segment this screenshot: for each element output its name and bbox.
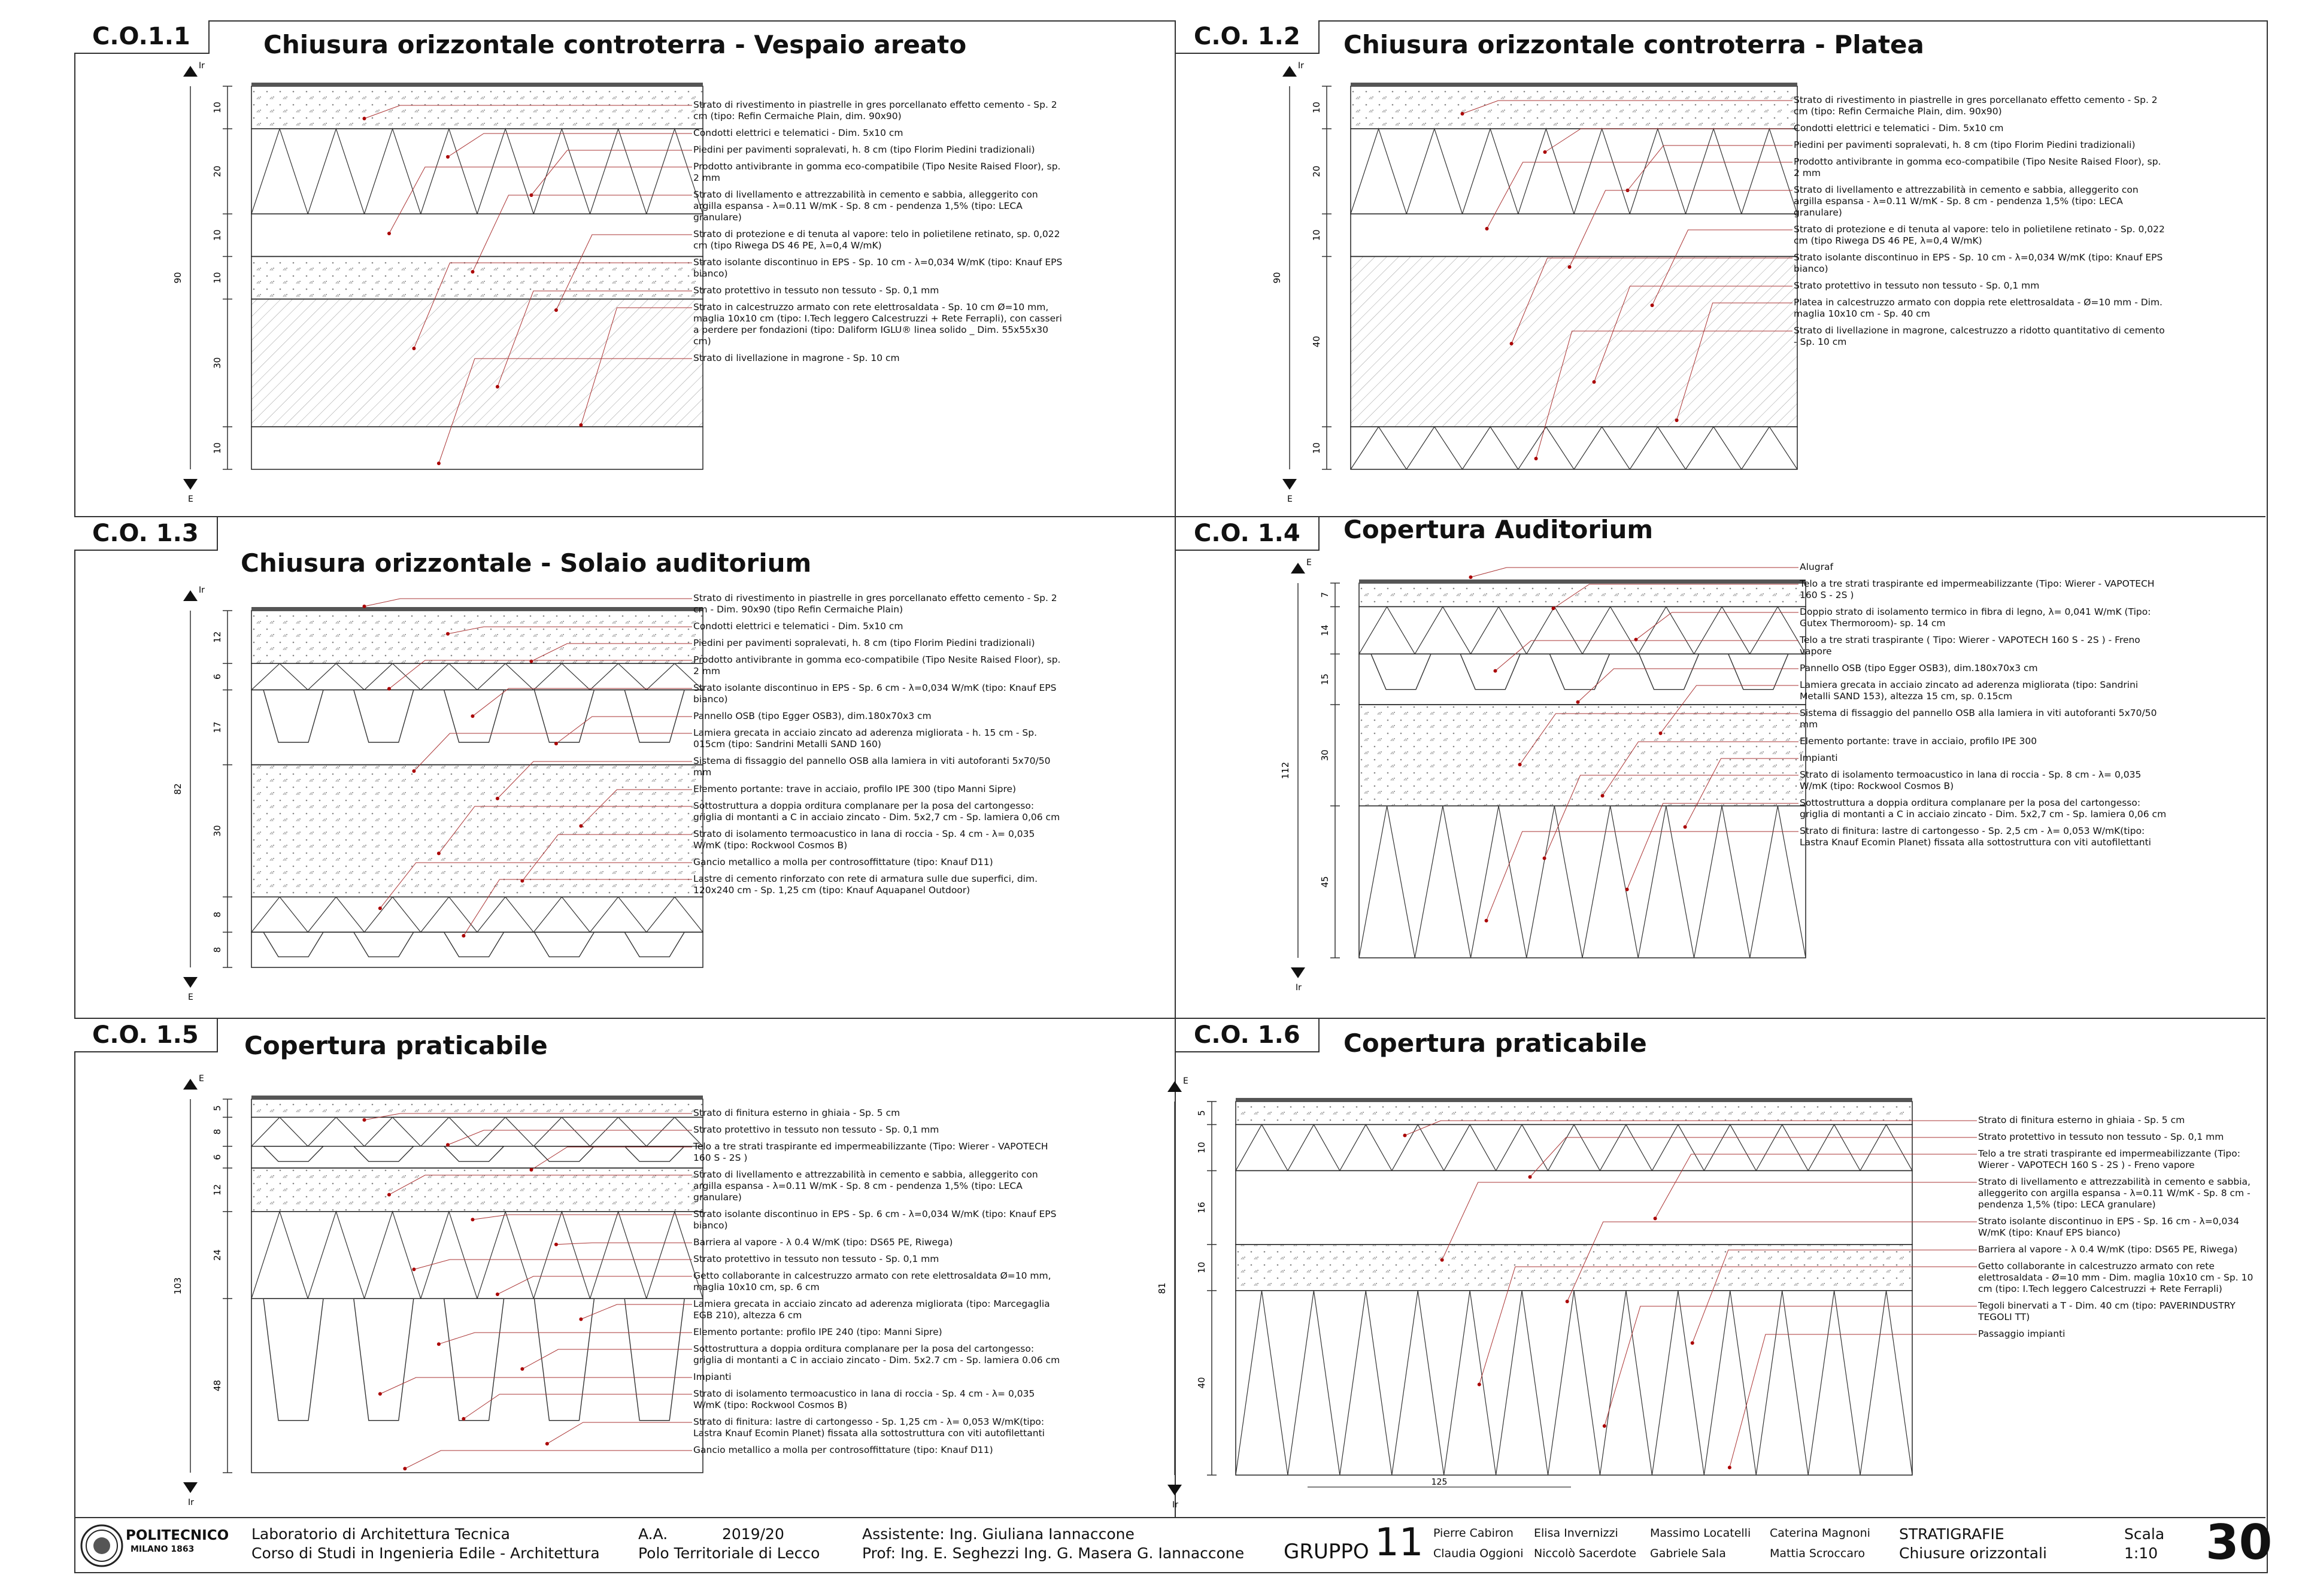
- leader-lines: [1359, 550, 1824, 1044]
- layer-label: Piedini per pavimenti sopralevati, h. 8 cm (tipo Florim Piedini tradizionali): [1794, 139, 2136, 150]
- panel-code: C.O. 1.6: [1176, 1019, 1320, 1052]
- dimension-label: 45: [1320, 876, 1330, 888]
- subject-1: STRATIGRAFIE: [1899, 1525, 2004, 1543]
- member-2: Elisa Invernizzi: [1534, 1527, 1618, 1540]
- dimension-label: 7: [1320, 591, 1330, 598]
- layer-label: Lamiera grecata in acciaio zincato ad aderenza migliorata (tipo: Marcegaglia EGB 210), altezza 6 cm: [693, 1298, 1050, 1321]
- dimension-label: 20: [1311, 165, 1322, 177]
- dimension-width: 125: [1431, 1477, 1448, 1487]
- layer-label: Getto collaborante in calcestruzzo armato con rete elettrosaldata Ø=10 mm, maglia 10x10 cm, sp. 6 cm: [693, 1270, 1051, 1292]
- leader-lines: [1351, 83, 1818, 585]
- panel-title: Chiusura orizzontale controterra - Platea: [1343, 30, 1924, 59]
- layer-label: Strato di rivestimento in piastrelle in gres porcellanato effetto cemento - Sp. 2 cm (tipo: Refin Cermaiche Plain, dim. 90x90): [1794, 95, 2158, 117]
- layer-label: Strato di finitura esterno in ghiaia - Sp. 5 cm: [1978, 1115, 2185, 1125]
- layer-label: Prodotto antivibrante in gomma eco-compatibile (Tipo Nesite Raised Floor), sp. 2 mm: [1794, 156, 2161, 178]
- layer-label: Strato protettivo in tessuto non tessuto - Sp. 0,1 mm: [1794, 280, 2040, 291]
- layer-label: Strato isolante discontinuo in EPS - Sp. 16 cm - λ=0,034 W/mK (tipo: Knauf EPS bianco): [1978, 1216, 2240, 1238]
- layer-label: Telo a tre strati traspirante ed impermeabilizzante (Tipo: Wierer - VAPOTECH 160 S - 2S ): [693, 1141, 1048, 1163]
- layer-label: Passaggio impianti: [1978, 1328, 2066, 1339]
- layer-label: Condotti elettrici e telematici - Dim. 5x10 cm: [693, 128, 903, 138]
- layer-label: Barriera al vapore - λ 0.4 W/mK (tipo: DS65 PE, Riwega): [693, 1237, 953, 1248]
- layer-label: Strato di protezione e di tenuta al vapore: telo in polietilene retinato - Sp. 0,022 cm (tipo Riwega DS 46 PE, λ=0,4 W/mK): [1794, 224, 2165, 246]
- panel-title: Chiusura orizzontale - Solaio auditorium: [241, 548, 812, 578]
- dimension-label: 15: [1320, 673, 1330, 685]
- dimension-label: 30: [212, 357, 223, 369]
- layer-labels: [1978, 1115, 2259, 1345]
- layer-label: Barriera al vapore - λ 0.4 W/mK (tipo: DS65 PE, Riwega): [1978, 1244, 2238, 1255]
- dimension-label: 10: [212, 272, 223, 284]
- layer-label: Impianti: [693, 1372, 732, 1382]
- course-line2: Corso di Studi in Ingenieria Edile - Architettura: [251, 1545, 600, 1562]
- orientation-top: E: [199, 1074, 204, 1084]
- orientation-top: Ir: [199, 61, 205, 71]
- layer-labels: [1800, 562, 2171, 854]
- dimension-label: 12: [212, 631, 223, 643]
- panel-co-1-2: [1176, 20, 2265, 516]
- member-1: Pierre Cabiron: [1433, 1527, 1514, 1540]
- panel-title: Copertura praticabile: [1343, 1028, 1647, 1058]
- dimension-label: 10: [1311, 442, 1322, 454]
- group-number: 11: [1375, 1521, 1424, 1565]
- dimension-label: 14: [1320, 624, 1330, 636]
- dimension-label: 10: [1196, 1261, 1207, 1273]
- layer-labels: [693, 99, 1064, 369]
- layer-label: Strato di livellamento e attrezzabilità in cemento e sabbia, alleggerito con argilla espansa - λ=0.11 W/mK - Sp. 8 cm - pendenza 1,5% (tipo: LECA granulare): [1978, 1176, 2251, 1210]
- subject-2: Chiusure orizzontali: [1899, 1545, 2047, 1562]
- layer-label: Strato di rivestimento in piastrelle in gres porcellanato effetto cemento - Sp. 2 cm (tipo: Refin Cermaiche Plain, dim. 90x90): [693, 99, 1057, 122]
- layer-label: Sottostruttura a doppia orditura complanare per la posa del cartongesso: griglia di montanti a C in acciaio zincato - Dim. 5x2,7 cm - Sp. lamiera 0,06 cm: [693, 800, 1060, 823]
- leader-lines: [251, 87, 717, 590]
- layer-label: Impianti: [1800, 753, 1838, 763]
- panel-code: C.O. 1.5: [74, 1019, 218, 1052]
- layer-label: Strato protettivo in tessuto non tessuto - Sp. 0,1 mm: [693, 285, 939, 296]
- dimension-label: 6: [212, 1154, 223, 1160]
- orientation-bottom: E: [188, 993, 193, 1002]
- layer-label: Gancio metallico a molla per controsoffittature (tipo: Knauf D11): [693, 1445, 993, 1455]
- course-line1: Laboratorio di Architettura Tecnica: [251, 1525, 510, 1543]
- dimension-label: 5: [212, 1105, 223, 1111]
- dimension-label: 6: [212, 673, 223, 680]
- member-3: Massimo Locatelli: [1650, 1527, 1751, 1540]
- member-6: Niccolò Sacerdote: [1534, 1547, 1637, 1560]
- dimension-total: 112: [1280, 761, 1291, 779]
- logo-text: POLITECNICO: [126, 1528, 229, 1543]
- layer-label: Elemento portante: trave in acciaio, profilo IPE 300 (tipo Manni Sipre): [693, 784, 1017, 794]
- layer-label: Strato isolante discontinuo in EPS - Sp. 6 cm - λ=0,034 W/mK (tipo: Knauf EPS bianco): [693, 682, 1057, 705]
- panel-code: C.O. 1.2: [1176, 20, 1320, 54]
- panel-code: C.O.1.1: [74, 20, 210, 54]
- layer-label: Strato isolante discontinuo in EPS - Sp. 10 cm - λ=0,034 W/mK (tipo: Knauf EPS bianco): [1794, 252, 2163, 274]
- layer-label: Strato isolante discontinuo in EPS - Sp. 10 cm - λ=0,034 W/mK (tipo: Knauf EPS bianco): [693, 257, 1063, 279]
- dimension-label: 8: [212, 911, 223, 918]
- dimension-total: 82: [172, 783, 183, 795]
- layer-label: Piedini per pavimenti sopralevati, h. 8 cm (tipo Florim Piedini tradizionali): [693, 144, 1035, 155]
- layer-label: Elemento portante: profilo IPE 240 (tipo: Manni Sipre): [693, 1327, 942, 1337]
- layer-label: Pannello OSB (tipo Egger OSB3), dim.180x70x3 cm: [1800, 663, 2038, 673]
- layer-label: Strato di livellamento e attrezzabilità in cemento e sabbia, alleggerito con argilla espansa - λ=0.11 W/mK - Sp. 8 cm - pendenza 1,5% (tipo: LECA granulare): [693, 189, 1038, 223]
- layer-label: Gancio metallico a molla per controsoffittature (tipo: Knauf D11): [693, 857, 993, 867]
- dimension-label: 30: [212, 825, 223, 837]
- layer-label: Alugraf: [1800, 562, 1833, 572]
- scale-label: Scala: [2124, 1525, 2165, 1543]
- orientation-top: E: [1306, 558, 1312, 568]
- dimension-total: 90: [172, 272, 183, 284]
- layer-label: Pannello OSB (tipo Egger OSB3), dim.180x70x3 cm: [693, 711, 932, 721]
- scale-value: 1:10: [2124, 1545, 2158, 1562]
- dimension-label: 17: [212, 721, 223, 733]
- panel-title: Copertura praticabile: [244, 1031, 548, 1060]
- layer-label: Strato di livellamento e attrezzabilità in cemento e sabbia, alleggerito con argilla espansa - λ=0.11 W/mK - Sp. 8 cm - pendenza 1,5% (tipo: LECA granulare): [1794, 184, 2139, 218]
- group-label: GRUPPO: [1284, 1540, 1369, 1564]
- layer-label: Piedini per pavimenti sopralevati, h. 8 cm (tipo Florim Piedini tradizionali): [693, 638, 1035, 648]
- layer-label: Sistema di fissaggio del pannello OSB alla lamiera in viti autoforanti 5x70/50 mm: [1800, 708, 2157, 730]
- layer-label: Strato di protezione e di tenuta al vapore: telo in polietilene retinato, sp. 0,022 cm (tipo Riwega DS 46 PE, λ=0,4 W/mK): [693, 229, 1060, 251]
- dimension-label: 10: [212, 102, 223, 114]
- layer-label: Doppio strato di isolamento termico in fibra di legno, λ= 0,041 W/mK (Tipo: Gutex Thermoroom)- sp. 14 cm: [1800, 606, 2151, 629]
- layer-label: Sistema di fissaggio del pannello OSB alla lamiera in viti autoforanti 5x70/50 mm: [693, 755, 1051, 778]
- dimension-label: 40: [1311, 336, 1322, 348]
- dimension-label: 5: [1196, 1110, 1207, 1116]
- layer-label: Condotti elettrici e telematici - Dim. 5x10 cm: [693, 621, 903, 632]
- site: Polo Territoriale di Lecco: [638, 1545, 820, 1562]
- leader-lines: [251, 581, 717, 1057]
- dimension-label: 10: [1311, 102, 1322, 114]
- leader-lines: [251, 1096, 717, 1589]
- layer-label: Telo a tre strati traspirante ed impermeabilizzante (Tipo: Wierer - VAPOTECH 160 S - 2S ) - Freno vapore: [1978, 1148, 2240, 1170]
- dimension-label: 10: [212, 229, 223, 241]
- orientation-top: Ir: [199, 585, 205, 595]
- orientation-top: E: [1183, 1076, 1188, 1086]
- orientation-bottom: Ir: [188, 1498, 194, 1507]
- layer-label: Telo a tre strati traspirante ( Tipo: Wierer - VAPOTECH 160 S - 2S ) - Freno vapore: [1800, 635, 2140, 657]
- layer-label: Strato isolante discontinuo in EPS - Sp. 6 cm - λ=0,034 W/mK (tipo: Knauf EPS bianco): [693, 1209, 1057, 1231]
- professors: Prof: Ing. E. Seghezzi Ing. G. Masera G. Iannaccone: [862, 1545, 1245, 1562]
- layer-label: Sottostruttura a doppia orditura complanare per la posa del cartongesso: griglia di montanti a C in acciaio zincato - Dim. 5x2.7 cm - Sp. lamiera 0.06 cm: [693, 1343, 1060, 1366]
- layer-label: Tegoli binervati a T - Dim. 40 cm (tipo: PAVERINDUSTRY TEGOLI TT): [1978, 1300, 2236, 1322]
- panel-title: Chiusura orizzontale controterra - Vespaio areato: [263, 30, 967, 59]
- dimension-total: 90: [1272, 272, 1282, 284]
- dimension-label: 8: [212, 946, 223, 953]
- dimension-label: 40: [1196, 1377, 1207, 1389]
- orientation-top: Ir: [1298, 61, 1304, 71]
- member-7: Gabriele Sala: [1650, 1547, 1726, 1560]
- layer-label: Telo a tre strati traspirante ed impermeabilizzante (Tipo: Wierer - VAPOTECH 160 S - 2S ): [1800, 578, 2155, 600]
- layer-labels: [1794, 95, 2165, 353]
- layer-label: Strato di livellamento e attrezzabilità in cemento e sabbia, alleggerito con argilla espansa - λ=0.11 W/mK - Sp. 8 cm - pendenza 1,5% (tipo: LECA granulare): [693, 1169, 1038, 1203]
- politecnico-logo-icon: [78, 1522, 126, 1570]
- panel-title: Copertura Auditorium: [1343, 515, 1654, 544]
- orientation-bottom: E: [1287, 494, 1293, 504]
- dimension-label: 10: [1311, 229, 1322, 241]
- orientation-bottom: Ir: [1172, 1500, 1178, 1510]
- layer-label: Strato di finitura esterno in ghiaia - Sp. 5 cm: [693, 1108, 900, 1118]
- layer-label: Prodotto antivibrante in gomma eco-compatibile (Tipo Nesite Raised Floor), sp. 2 mm: [693, 654, 1061, 676]
- layer-label: Lamiera grecata in acciaio zincato ad aderenza migliorata (tipo: Sandrini Metalli SAND 153), altezza 15 cm, sp. 0.15cm: [1800, 679, 2139, 702]
- layer-label: Elemento portante: trave in acciaio, profilo IPE 300: [1800, 736, 2037, 747]
- dimension-label: 12: [212, 1184, 223, 1196]
- layer-label: Strato di finitura: lastre di cartongesso - Sp. 1,25 cm - λ= 0,053 W/mK(tipo: Lastra Knauf Ecomin Planet) fissata alla sottostruttura con viti autofilettanti: [693, 1416, 1045, 1439]
- layer-labels: [693, 593, 1064, 902]
- member-8: Mattia Scroccaro: [1770, 1547, 1865, 1560]
- layer-label: Getto collaborante in calcestruzzo armato con rete elettrosaldata - Ø=10 mm - Dim. maglia 10x10 cm - Sp. 10 cm (tipo: I.Tech leggero Calcestruzzi + Rete Ferrapli): [1978, 1261, 2253, 1294]
- dimension-label: 16: [1196, 1201, 1207, 1213]
- layer-label: Strato di isolamento termoacustico in lana di roccia - Sp. 4 cm - λ= 0,035 W/mK (tipo: Rockwool Cosmos B): [693, 1388, 1035, 1410]
- layer-label: Strato di livellazione in magrone - Sp. 10 cm: [693, 353, 900, 363]
- dimension-label: 10: [212, 442, 223, 454]
- leader-lines: [1236, 1103, 2002, 1596]
- layer-label: Sottostruttura a doppia orditura complanare per la posa del cartongesso: griglia di montanti a C in acciaio zincato - Dim. 5x2,7 cm - Sp. lamiera 0,06 cm: [1800, 797, 2167, 820]
- aa-value: 2019/20: [722, 1525, 784, 1543]
- layer-label: Condotti elettrici e telematici - Dim. 5x10 cm: [1794, 123, 2004, 133]
- layer-label: Strato di isolamento termoacustico in lana di roccia - Sp. 4 cm - λ= 0,035 W/mK (tipo: Rockwool Cosmos B): [693, 829, 1035, 851]
- layer-label: Strato di isolamento termoacustico in lana di roccia - Sp. 8 cm - λ= 0,035 W/mK (tipo: Rockwool Cosmos B): [1800, 769, 2142, 791]
- orientation-bottom: Ir: [1296, 983, 1302, 993]
- panel-co-1-1: [74, 20, 1175, 516]
- member-5: Claudia Oggioni: [1433, 1547, 1524, 1560]
- layer-label: Lastre di cemento rinforzato con rete di armatura sulle due superfici, dim. 120x240 cm - Sp. 1,25 cm (tipo: Knauf Aquapanel Outdoor): [693, 873, 1038, 896]
- dimension-total: 81: [1157, 1282, 1167, 1294]
- layer-label: Strato di livellazione in magrone, calcestruzzo a ridotto quantitativo di cemento - Sp. 10 cm: [1794, 325, 2165, 347]
- layer-label: Strato protettivo in tessuto non tessuto - Sp. 0,1 mm: [1978, 1131, 2224, 1142]
- dimension-label: 20: [212, 165, 223, 177]
- layer-label: Strato di rivestimento in piastrelle in gres porcellanato effetto cemento - Sp. 2 cm - Dim. 90x90 (tipo Refin Cermaiche Plain): [693, 593, 1057, 615]
- sheet-number: 30: [2206, 1515, 2273, 1570]
- logo-sub: MILANO 1863: [131, 1545, 195, 1554]
- member-4: Caterina Magnoni: [1770, 1527, 1870, 1540]
- layer-label: Lamiera grecata in acciaio zincato ad aderenza migliorata - h. 15 cm - Sp. 015cm (tipo: Sandrini Metalli SAND 160): [693, 727, 1038, 750]
- orientation-bottom: E: [188, 494, 193, 504]
- layer-label: Strato di finitura: lastre di cartongesso - Sp. 2,5 cm - λ= 0,053 W/mK(tipo: Lastra Knauf Ecomin Planet) fissata alla sottostruttura con viti autofilettanti: [1800, 826, 2151, 848]
- panel-code: C.O. 1.3: [74, 517, 218, 551]
- layer-label: Prodotto antivibrante in gomma eco-compatibile (Tipo Nesite Raised Floor), sp. 2 mm: [693, 161, 1061, 183]
- dimension-label: 24: [212, 1249, 223, 1261]
- panel-co-1-5: [74, 1019, 1175, 1517]
- assistant: Assistente: Ing. Giuliana Iannaccone: [862, 1525, 1135, 1543]
- layer-label: Platea in calcestruzzo armato con doppia rete elettrosaldata - Ø=10 mm - Dim. maglia 10x10 cm - Sp. 40 cm: [1794, 297, 2162, 319]
- layer-label: Strato protettivo in tessuto non tessuto - Sp. 0,1 mm: [693, 1254, 939, 1264]
- aa-label: A.A.: [638, 1525, 668, 1543]
- dimension-label: 30: [1320, 750, 1330, 761]
- panel-co-1-6: [1157, 1019, 2265, 1517]
- layer-label: Strato in calcestruzzo armato con rete elettrosaldata - Sp. 10 cm Ø=10 mm, maglia 10x10 cm (tipo: I.Tech leggero Calcestruzzi + Rete Ferrapli), con casseri a perdere per fondazioni (tipo: Daliform IGLU® linea solido _ Dim. 55x55x30 cm): [693, 302, 1062, 347]
- dimension-label: 10: [1196, 1142, 1207, 1154]
- panel-code: C.O. 1.4: [1176, 517, 1320, 551]
- panel-co-1-4: [1176, 517, 2265, 1018]
- dimension-label: 8: [212, 1128, 223, 1135]
- dimension-label: 48: [212, 1380, 223, 1392]
- panel-co-1-3: [74, 517, 1175, 1018]
- dimension-total: 103: [172, 1277, 183, 1295]
- layer-label: Strato protettivo in tessuto non tessuto - Sp. 0,1 mm: [693, 1124, 939, 1135]
- layer-labels: [693, 1108, 1064, 1461]
